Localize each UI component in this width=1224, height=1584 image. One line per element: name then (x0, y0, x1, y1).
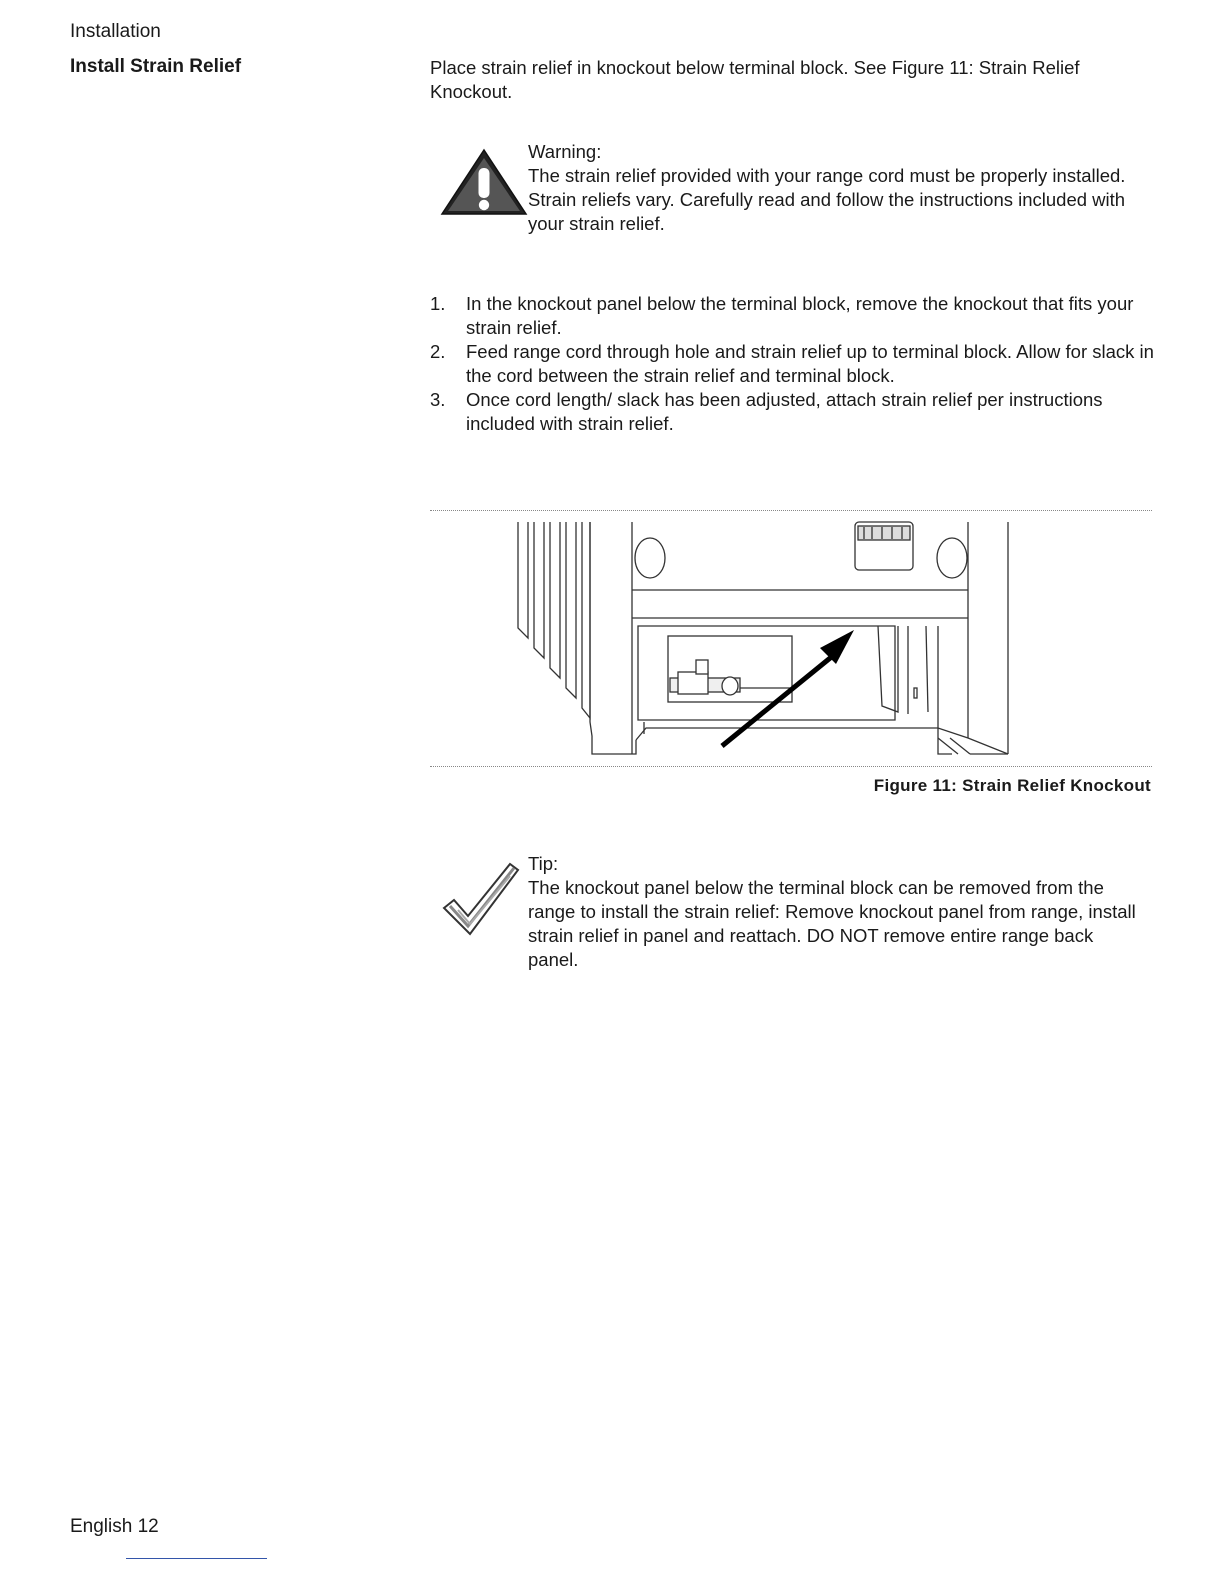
page-heading: Install Strain Relief (70, 56, 242, 77)
warning-line-2: Strain reliefs vary. Carefully read and follow the instructions included with your strain relief. (528, 189, 1126, 234)
warning-text (528, 140, 1148, 236)
intro-paragraph: Place strain relief in knockout below terminal block. See Figure 11: Strain Relief Knockout. (430, 57, 1080, 102)
figure-caption: Figure 11: Strain Relief Knockout (873, 776, 1151, 795)
step-text: In the knockout panel below the terminal block, remove the knockout that fits your strain relief. (466, 293, 1134, 338)
step-text: Once cord length/ slack has been adjusted, attach strain relief per instructions included with strain relief. (466, 389, 1103, 434)
tip-callout (430, 852, 1160, 982)
warning-triangle-icon (440, 148, 528, 226)
tip-text (528, 852, 1148, 972)
list-item (430, 340, 1160, 388)
tip-title: Tip: (528, 853, 559, 874)
figure-11 (430, 508, 1152, 770)
warning-line-1: The strain relief provided with your range cord must be properly installed. (528, 165, 1126, 186)
checkmark-icon (440, 858, 530, 938)
step-number: 3. (430, 389, 446, 410)
page-number: English 12 (70, 1516, 159, 1537)
footer-rule (126, 1558, 267, 1559)
step-text: Feed range cord through hole and strain relief up to terminal block. Allow for slack in the cord between the strain relief and terminal block. (466, 341, 1154, 386)
range-back-panel-illustration (430, 508, 1152, 770)
tip-body: The knockout panel below the terminal block can be removed from the range to install the strain relief: Remove knockout panel from range, install strain relief in panel and reattach. DO NOT remove entire range back panel. (528, 877, 1136, 970)
figure-bottom-rule (430, 766, 1152, 767)
list-item (430, 388, 1160, 436)
warning-title: Warning: (528, 141, 602, 162)
section-label: Installation (70, 21, 161, 42)
warning-callout (430, 140, 1160, 270)
step-number: 2. (430, 341, 446, 362)
step-list (430, 292, 1160, 436)
step-number: 1. (430, 293, 446, 314)
list-item (430, 292, 1160, 340)
